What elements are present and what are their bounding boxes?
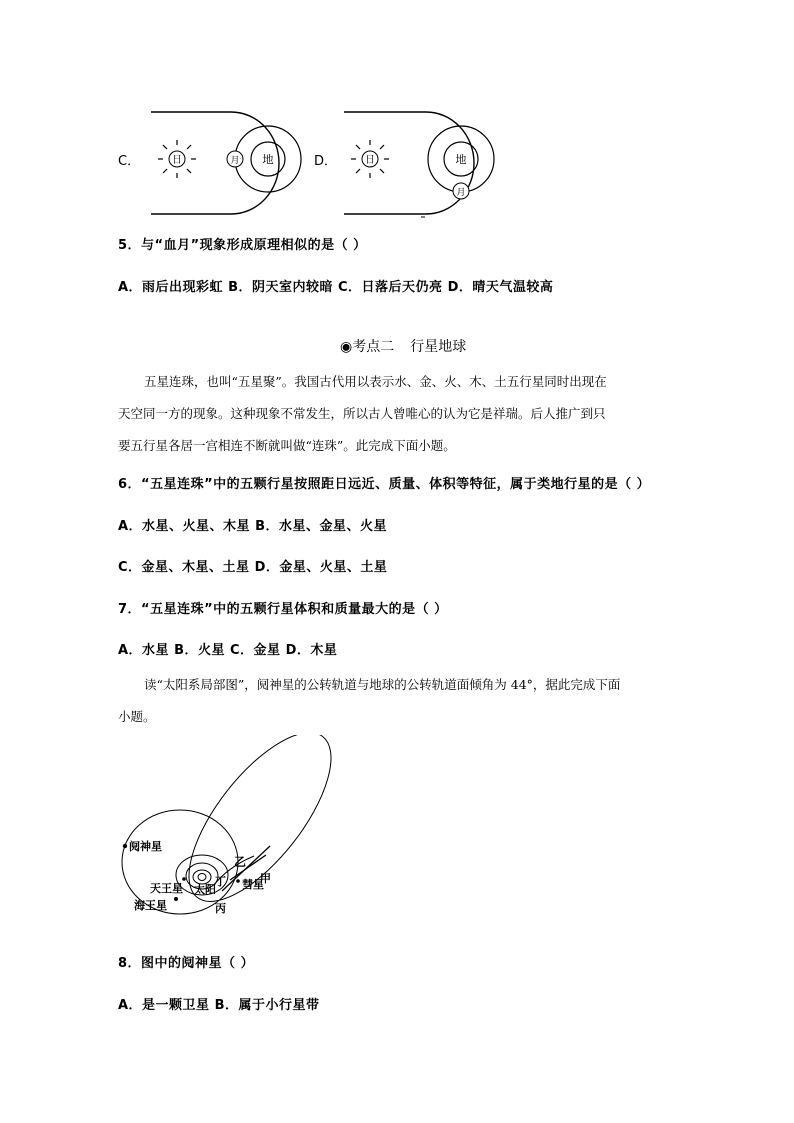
question-5-options: A．雨后出现彩虹 B．阴天室内较暗 C．日落后天仍亮 D．晴天气温较高 <box>118 280 554 295</box>
section-title: 行星地球 <box>410 339 467 355</box>
moon-label: 月 <box>456 188 466 198</box>
passage-solar-system <box>118 669 678 733</box>
question-7-options: A．水星 B．火星 C．金星 D．木星 <box>118 643 338 658</box>
question-6-options-line1: A．水星、火星、木星 B．水星、金星、火星 <box>118 519 387 534</box>
option-c-label: C． <box>118 154 141 169</box>
bing-label: 丙 <box>215 902 226 915</box>
yi-label: 乙 <box>234 855 247 869</box>
question-5-stem: 5．与“血月”现象形成原理相似的是（ ） <box>118 238 367 253</box>
diagram-option-d <box>340 105 500 220</box>
neptune-label: 海王星 <box>134 899 167 912</box>
sun-label: 日 <box>172 155 182 166</box>
sun-label: 日 <box>365 155 375 166</box>
sun-icon <box>158 140 196 178</box>
sun-label: 太阳 <box>194 883 216 896</box>
passage-line: 要五行星各居一宫相连不断就叫做“连珠”。此完成下面小题。 <box>118 438 456 453</box>
uranus-label: 天王星 <box>150 882 183 895</box>
option-d-label: D． <box>314 154 338 169</box>
passage-line: 五星连珠，也叫“五星聚”。我国古代用以表示水、金、火、木、土五行星同时出现在 <box>144 374 607 389</box>
question-6-options-line2: C．金星、木星、土星 D．金星、火星、土星 <box>118 560 388 575</box>
earth-label: 地 <box>262 153 274 166</box>
passage-line: 天空同一方的现象。这种现象不常发生，所以古人曾唯心的认为它是祥瑞。后人推广到只 <box>118 406 606 421</box>
section-marker: ◉考点二 <box>340 339 395 355</box>
jia-label: 甲 <box>260 872 271 885</box>
eris-label: 阋神星 <box>129 840 162 853</box>
earth-label: 地 <box>455 153 467 166</box>
question-7-stem: 7．“五星连珠”中的五颗行星体积和质量最大的是（ ） <box>118 602 448 617</box>
question-8-stem: 8．图中的阋神星（ ） <box>118 956 255 971</box>
sun-icon <box>351 140 389 178</box>
passage-line: 小题。 <box>118 709 156 724</box>
question-8-options: A．是一颗卫星 B．属于小行星带 <box>118 998 320 1013</box>
moon-label: 月 <box>230 156 240 166</box>
question-6-stem: 6．“五星连珠”中的五颗行星按照距日远近、质量、体积等特征，属于类地行星的是（ ） <box>118 477 651 492</box>
ding-label: 丁 <box>215 875 226 888</box>
passage-five-planets <box>118 366 678 462</box>
comet-label: 彗星 <box>242 878 264 891</box>
solar-system-diagram <box>110 735 360 920</box>
diagram-option-c <box>145 105 305 220</box>
section-heading <box>340 336 466 356</box>
passage-line: 读“太阳系局部图”，阋神星的公转轨道与地球的公转轨道面倾角为 44°，据此完成下面 <box>144 677 621 692</box>
